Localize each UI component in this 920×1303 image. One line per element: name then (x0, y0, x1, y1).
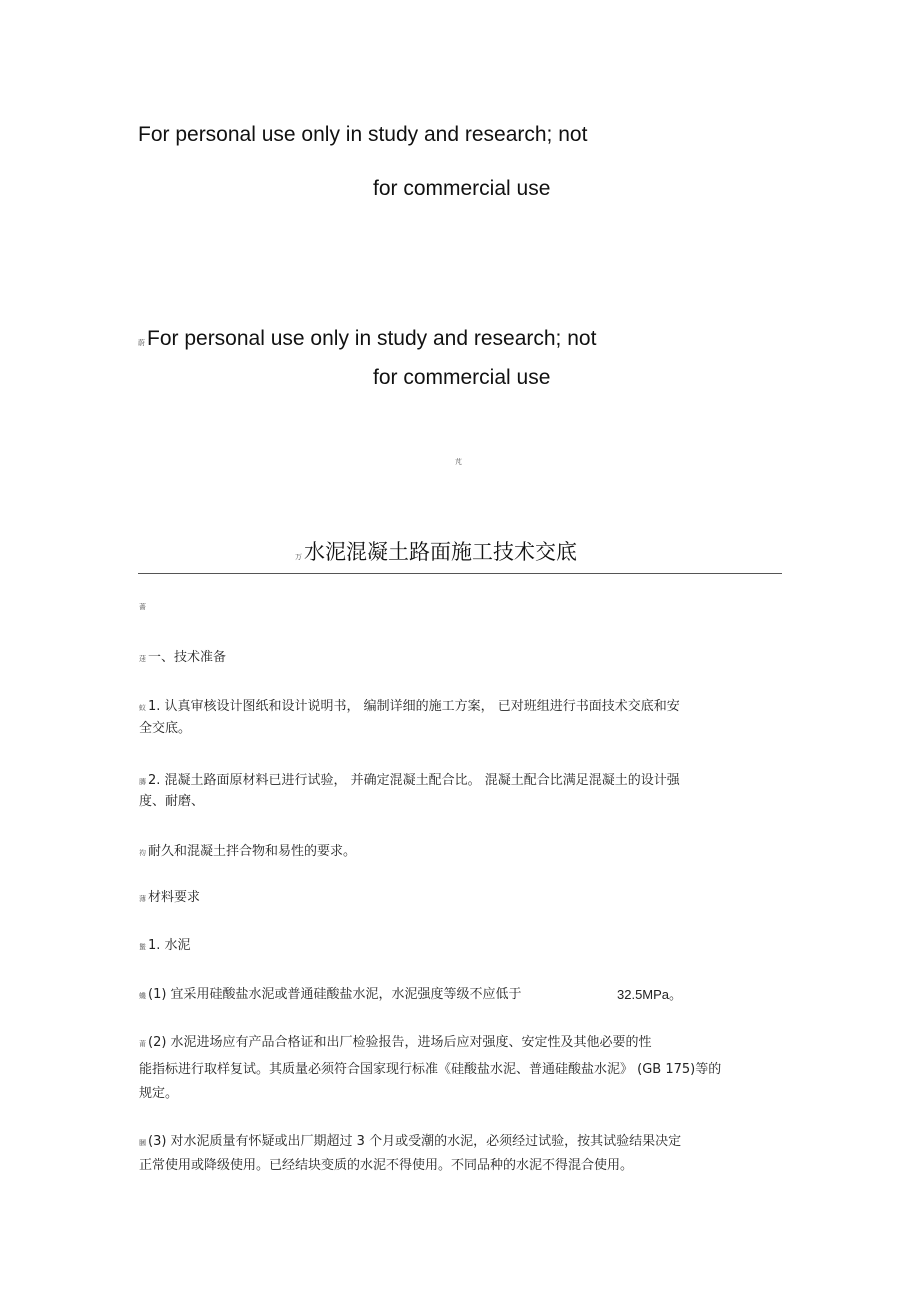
line-marker: 蚁 (139, 704, 146, 712)
title-divider (138, 573, 782, 574)
section-heading-material-requirements (139, 888, 200, 909)
disclaimer-second-line-1 (138, 327, 596, 351)
item-2-continuation (139, 842, 356, 863)
requirement-1-text: (1) 宜采用硅酸盐水泥或普通硅酸盐水泥，水泥强度等级不应低于 (148, 987, 522, 1002)
item-1-line-2: 全交底。 (139, 721, 192, 736)
stray-marker: 蔚 (138, 340, 145, 347)
section-heading-text: 材料要求 (148, 890, 201, 905)
subheading-text: 1. 水泥 (148, 938, 191, 953)
line-marker: 膕 (139, 1139, 146, 1147)
document-title-text: 水泥混凝土路面施工技术交底 (304, 540, 577, 564)
title-marker: 万 (295, 553, 302, 561)
section-heading-technical-prep (139, 648, 226, 669)
line-marker: 袀 (139, 849, 146, 857)
requirement-1 (139, 985, 522, 1006)
requirement-3-line-2: 正常使用或降级使用。已经结块变质的水泥不得使用。不同品种的水泥不得混合使用。 (139, 1158, 634, 1173)
subheading-cement (139, 936, 191, 957)
disclaimer-top-line-1: For personal use only in study and research; not (138, 123, 588, 146)
disclaimer-second-text: For personal use only in study and research; not (147, 327, 597, 350)
item-2-continuation-text: 耐久和混凝土拌合物和易性的要求。 (148, 844, 357, 859)
item-2-line-1 (139, 771, 680, 792)
line-marker: 螚 (139, 943, 146, 951)
requirement-3-line-1 (139, 1132, 681, 1153)
line-marker: 莆 (139, 1040, 146, 1048)
item-2-line-2: 度、耐磨、 (139, 794, 205, 809)
line-marker: 膞 (139, 778, 146, 786)
document-title (295, 536, 577, 566)
item-2-text: 2. 混凝土路面原材料已进行试验， 并确定混凝土配合比。 混凝土配合比满足混凝土的设计强 (148, 773, 680, 788)
requirement-1-value: 32.5MPa。 (617, 987, 683, 1002)
requirement-2-text: (2) 水泥进场应有产品合格证和出厂检验报告，进场后应对强度、安定性及其他必要的性 (148, 1035, 652, 1050)
line-marker: 薄 (139, 895, 146, 903)
line-marker: 蟣 (139, 992, 146, 1000)
item-1-line-1 (139, 697, 680, 718)
disclaimer-top-line-2: for commercial use (373, 177, 551, 200)
item-1-text: 1. 认真审核设计图纸和设计说明书， 编制详细的施工方案， 已对班组进行书面技术交底和安 (148, 699, 680, 714)
stray-mark: 芃 (455, 458, 462, 466)
requirement-2-line-1 (139, 1033, 652, 1054)
stray-mark-2: 蔷 (139, 603, 146, 611)
requirement-3-text: (3) 对水泥质量有怀疑或出厂期超过 3 个月或受潮的水泥，必须经过试验，按其试验结果决定 (148, 1134, 682, 1149)
section-heading-text: 一、技术准备 (148, 650, 227, 665)
requirement-2-line-2: 能指标进行取样复试。其质量必须符合国家现行标准《硅酸盐水泥、普通硅酸盐水泥》 (GB 175)等的 (139, 1062, 722, 1077)
requirement-2-line-3: 规定。 (139, 1086, 179, 1101)
disclaimer-second-line-2: for commercial use (373, 366, 551, 389)
line-marker: 蒁 (139, 655, 146, 663)
